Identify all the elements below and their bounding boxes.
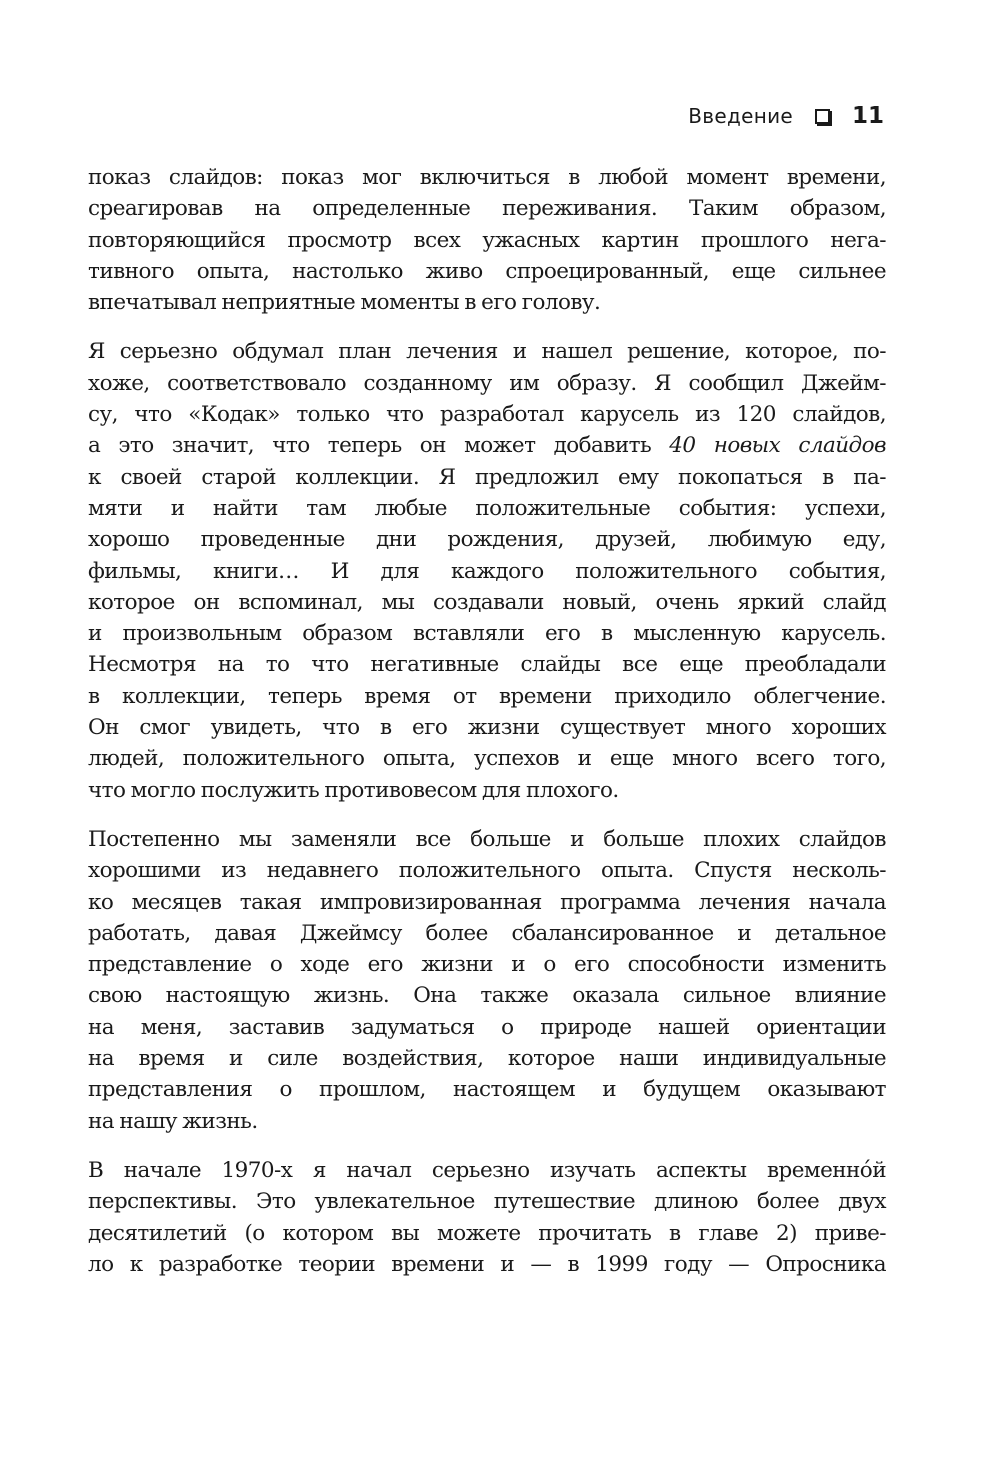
text-line: повторяющийся просмотр всех ужасных картин прошлого нега- (88, 227, 886, 253)
text-line: хорошо проведенные дни рождения, друзей, любимую еду, (88, 527, 886, 553)
text-line: в коллекции, теперь время от времени приходило облегчение. (88, 683, 886, 709)
text-line: ко месяцев такая импровизированная программа лечения начала (88, 889, 886, 915)
paragraph-3 (88, 824, 886, 1137)
paragraph-1 (88, 162, 886, 318)
text-line: представление о ходе его жизни и о его способности изменить (88, 952, 886, 978)
text-line: что могло послужить противовесом для плохого. (88, 777, 619, 803)
text-line: перспективы. Это увлекательное путешествие длиною более двух (88, 1189, 886, 1215)
text-line: среагировав на определенные переживания. Таким образом, (88, 196, 886, 222)
text-line: мяти и найти там любые положительные события: успехи, (88, 495, 886, 521)
text-line: Я серьезно обдумал план лечения и нашел решение, которое, по- (88, 339, 886, 365)
text-line: Несмотря на то что негативные слайды все еще преобладали (88, 652, 886, 678)
text-line-start: а это значит, что теперь он может добавить (88, 433, 670, 459)
text-line: Постепенно мы заменяли все больше и больше плохих слайдов (88, 826, 886, 852)
text-line: хорошими из недавнего положительного опыта. Спустя несколь- (88, 858, 886, 884)
text-line: десятилетий (о котором вы можете прочитать в главе 2) приве- (88, 1220, 886, 1246)
running-header-section: Введение (688, 104, 793, 128)
text-line: представления о прошлом, настоящем и будущем оказывают (88, 1077, 886, 1103)
text-line: на нашу жизнь. (88, 1108, 258, 1134)
text-line: и произвольным образом вставляли его в мысленную карусель. (88, 621, 886, 647)
page-number: 11 (851, 103, 884, 129)
text-line: на меня, заставив задуматься о природе нашей ориентации (88, 1014, 886, 1040)
text-line: хоже, соответствовало созданному им образу. Я сообщил Джейм- (88, 370, 886, 396)
text-line: которое он вспоминал, мы создавали новый, очень яркий слайд (88, 589, 886, 615)
body-text (88, 162, 886, 1298)
text-line: впечатывал неприятные моменты в его голову. (88, 290, 601, 316)
emphasized-text: 40 новых слайдов (669, 433, 886, 459)
text-line: ло к разработке теории времени и — в 1999 году — Опросника (88, 1251, 886, 1277)
text-line: су, что «Кодак» только что разработал карусель из 120 слайдов, (88, 402, 886, 428)
square-bullet-icon (815, 109, 830, 124)
text-line: тивного опыта, настолько живо спроецированный, еще сильнее (88, 258, 886, 284)
text-line: показ слайдов: показ мог включиться в любой момент времени, (88, 165, 886, 190)
paragraph-2 (88, 336, 886, 805)
paragraph-4 (88, 1155, 886, 1280)
text-line: В начале 1970-х я начал серьезно изучать аспекты временно́й (88, 1157, 886, 1183)
text-line: свою настоящую жизнь. Она также оказала сильное влияние (88, 983, 886, 1009)
text-line: на время и силе воздействия, которое наши индивидуальные (88, 1046, 886, 1072)
text-line: к своей старой коллекции. Я предложил ему покопаться в па- (88, 464, 886, 490)
text-line: работать, давая Джеймсу более сбалансированное и детальное (88, 920, 886, 946)
text-line: фильмы, книги… И для каждого положительного события, (88, 558, 886, 584)
text-line: Он смог увидеть, что в его жизни существует много хороших (88, 715, 886, 741)
text-line-with-emphasis (88, 430, 886, 461)
running-header (688, 98, 884, 134)
text-line: людей, положительного опыта, успехов и еще много всего того, (88, 746, 886, 772)
